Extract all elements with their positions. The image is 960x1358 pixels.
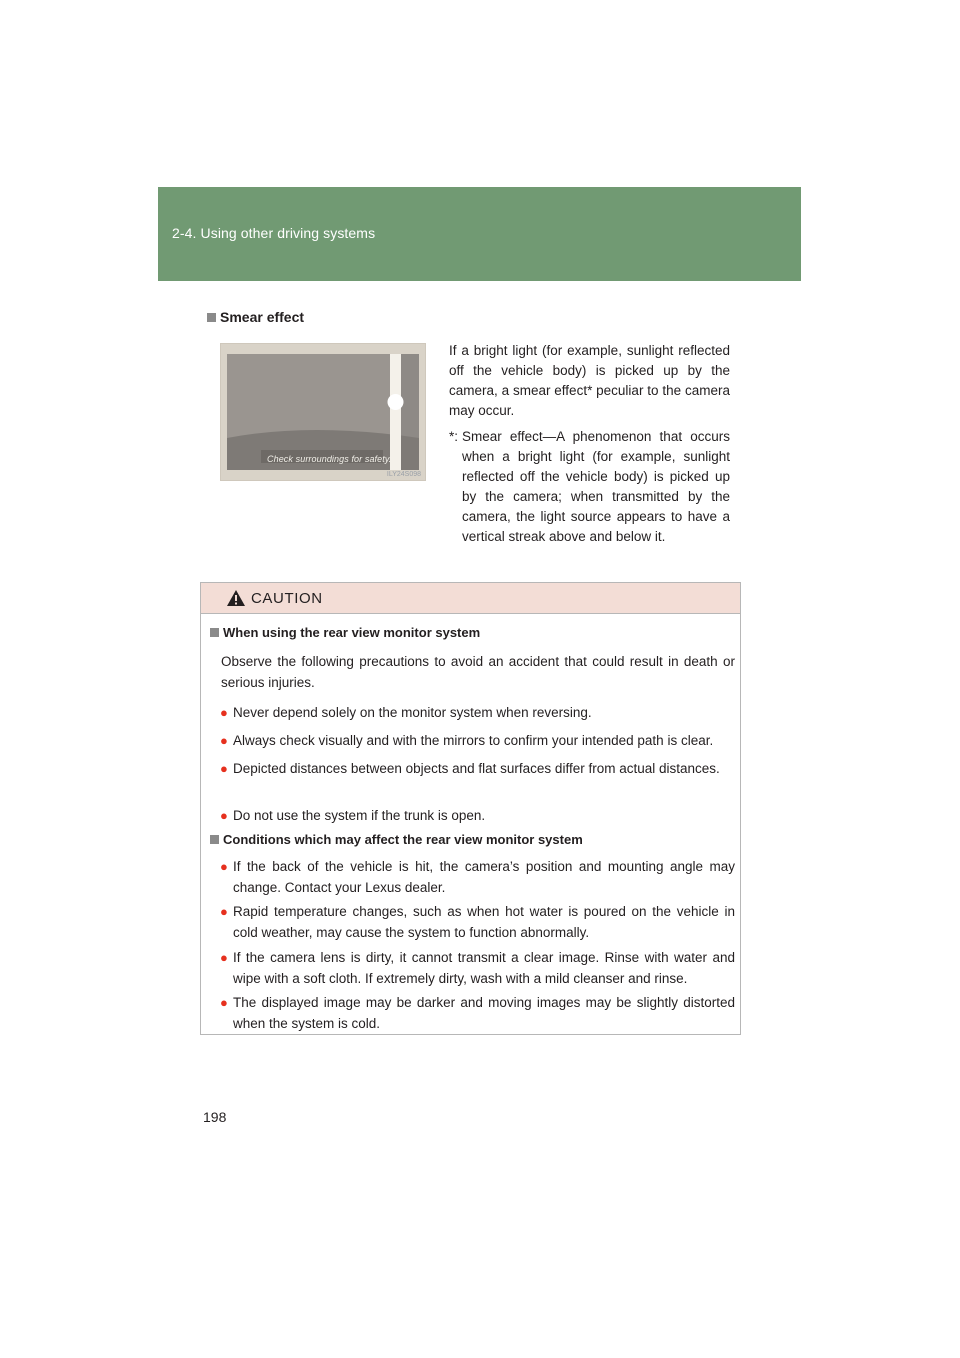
footnote <box>449 427 730 547</box>
bullet-dot-icon: ● <box>220 995 228 1010</box>
smear-effect-description: If a bright light (for example, sunlight reflected off the vehicle body) is picked up by the camera, a smear effect* peculiar to the camera may occur. <box>449 343 730 418</box>
bullet-dot-icon: ● <box>220 761 228 776</box>
smear-effect-figure <box>220 343 426 481</box>
figure-code: ILY24S098 <box>386 471 421 478</box>
smear-effect-heading <box>207 309 304 325</box>
caution-title: CAUTION <box>251 589 323 607</box>
section-title: 2-4. Using other driving systems <box>172 225 376 241</box>
caution-bullet-text: If the back of the vehicle is hit, the camera’s position and mounting angle may change. Contact your Lexus dealer. <box>233 859 735 895</box>
page-number: 198 <box>203 1109 227 1125</box>
caution-bullet-text: Always check visually and with the mirrors to confirm your intended path is clear. <box>233 733 714 748</box>
caution-bullet-text: Never depend solely on the monitor system when reversing. <box>233 705 592 720</box>
caution-bullet-text: Depicted distances between objects and flat surfaces differ from actual distances. <box>233 761 720 776</box>
caution-bullet <box>220 901 735 943</box>
footnote-mark: *: <box>449 429 459 444</box>
caution-bullet-text: If the camera lens is dirty, it cannot transmit a clear image. Rinse with water and wipe with a soft cloth. If extremely dirty, wash with a mild cleanser and rinse. <box>233 950 735 986</box>
caution-intro: Observe the following precautions to avoid an accident that could result in death or serious injuries. <box>221 654 735 690</box>
square-bullet-icon <box>210 628 219 637</box>
caution-header <box>201 583 740 614</box>
bullet-dot-icon: ● <box>220 950 228 965</box>
caution-bullet <box>220 702 735 723</box>
caution-bullet <box>220 947 735 989</box>
bullet-dot-icon: ● <box>220 904 228 919</box>
header-band <box>158 187 801 281</box>
caution-box <box>200 582 741 1035</box>
caution-section-heading-text: Conditions which may affect the rear view monitor system <box>223 832 583 847</box>
caution-bullet-text: Do not use the system if the trunk is open. <box>233 808 486 823</box>
bullet-dot-icon: ● <box>220 705 228 720</box>
square-bullet-icon <box>210 835 219 844</box>
bullet-dot-icon: ● <box>220 859 228 874</box>
square-bullet-icon <box>207 313 216 322</box>
monitor-overlay-text: Check surroundings for safety. <box>267 454 392 464</box>
caution-bullet-text: Rapid temperature changes, such as when hot water is poured on the vehicle in cold weather, may cause the system to function abnormally. <box>233 904 735 940</box>
caution-bullet <box>220 730 735 751</box>
smear-effect-heading-text: Smear effect <box>220 309 305 325</box>
caution-section-heading-text: When using the rear view monitor system <box>223 625 481 640</box>
warning-triangle-icon <box>226 589 246 607</box>
caution-bullet <box>220 992 735 1034</box>
footnote-text: Smear effect—A phenomenon that occurs when a bright light (for example, sunlight reflected off the vehicle body) is picked up by the camera; when transmitted by the camera, the light source appears to have a vertical streak above and below it. <box>462 429 730 544</box>
caution-bullet <box>220 758 735 779</box>
caution-bullet <box>220 856 735 898</box>
bullet-dot-icon: ● <box>220 808 228 823</box>
caution-section-heading <box>210 625 480 640</box>
caution-bullet-text: The displayed image may be darker and moving images may be slightly distorted when the system is cold. <box>233 995 735 1031</box>
caution-bullet <box>220 805 735 826</box>
caution-section-heading <box>210 832 583 847</box>
bullet-dot-icon: ● <box>220 733 228 748</box>
